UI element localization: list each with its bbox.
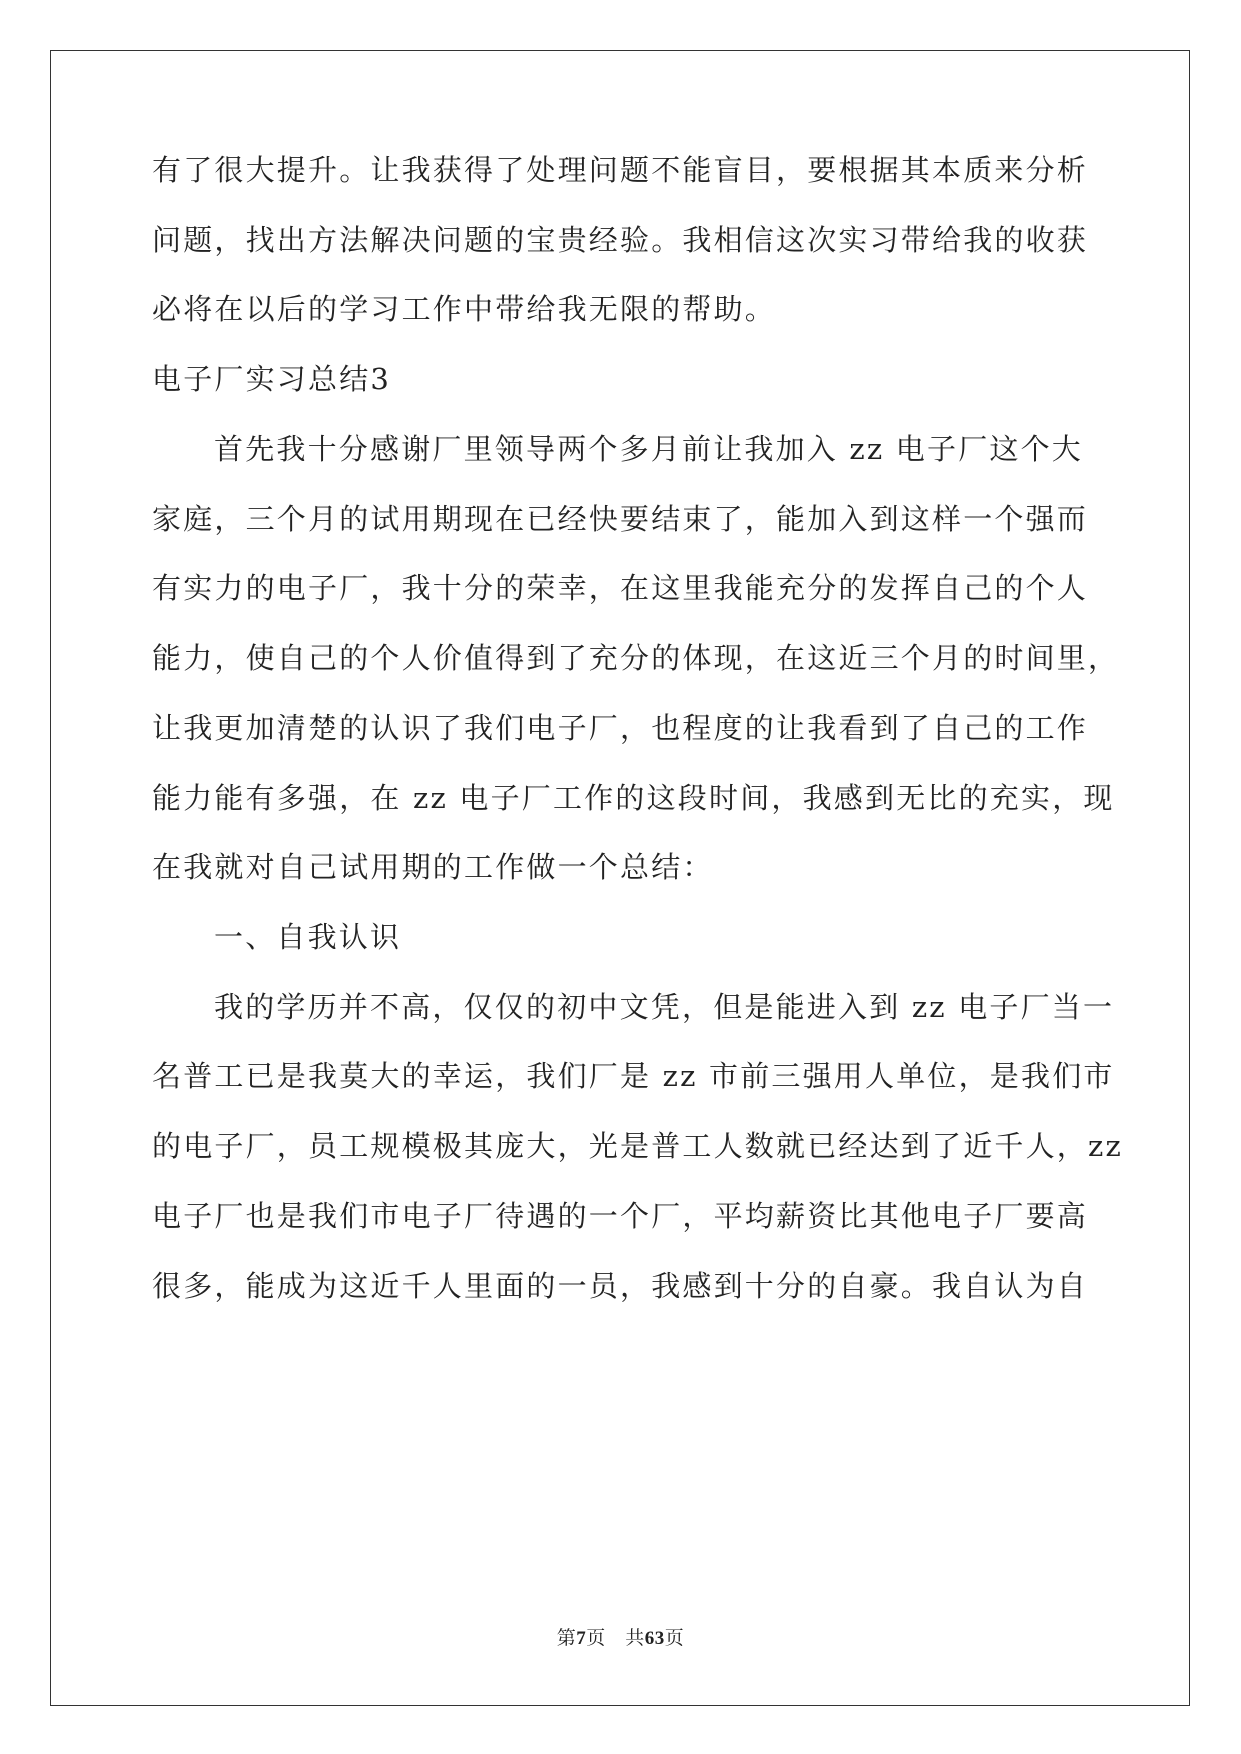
text-line: 名普工已是我莫大的幸运，我们厂是 zz 市前三强用人单位，是我们市 [152, 1059, 1115, 1093]
text-line: 问题，找出方法解决问题的宝贵经验。我相信这次实习带给我的收获 [152, 223, 1089, 257]
text-line: 电子厂也是我们市电子厂待遇的一个厂，平均薪资比其他电子厂要高 [152, 1199, 1089, 1233]
text-line: 能力能有多强，在 zz 电子厂工作的这段时间，我感到无比的充实，现 [152, 781, 1115, 815]
footer-middle: 页 共 [586, 1627, 645, 1649]
subsection-heading: 一、自我认识 [214, 920, 402, 954]
text-line: 有实力的电子厂，我十分的荣幸，在这里我能充分的发挥自己的个人 [152, 571, 1089, 605]
text-line: 必将在以后的学习工作中带给我无限的帮助。 [152, 292, 777, 326]
text-line: 在我就对自己试用期的工作做一个总结： [152, 850, 714, 884]
current-page-number: 7 [576, 1628, 587, 1649]
text-line: 有了很大提升。让我获得了处理问题不能盲目，要根据其本质来分析 [152, 153, 1089, 187]
footer-prefix: 第 [556, 1627, 577, 1649]
page-footer [0, 1626, 1241, 1651]
text-line: 很多，能成为这近千人里面的一员，我感到十分的自豪。我自认为自 [152, 1269, 1089, 1303]
text-line: 我的学历并不高，仅仅的初中文凭，但是能进入到 zz 电子厂当一 [214, 990, 1115, 1024]
footer-suffix: 页 [664, 1627, 685, 1649]
section-heading: 电子厂实习总结3 [152, 362, 392, 396]
text-line: 家庭，三个月的试用期现在已经快要结束了，能加入到这样一个强而 [152, 502, 1089, 536]
text-line: 的电子厂，员工规模极其庞大，光是普工人数就已经达到了近千人，zz [152, 1129, 1123, 1163]
text-line: 能力，使自己的个人价值得到了充分的体现，在这近三个月的时间里， [152, 641, 1120, 675]
text-line: 首先我十分感谢厂里领导两个多月前让我加入 zz 电子厂这个大 [214, 432, 1083, 466]
total-pages-number: 63 [644, 1628, 665, 1649]
text-line: 让我更加清楚的认识了我们电子厂，也程度的让我看到了自己的工作 [152, 711, 1089, 745]
